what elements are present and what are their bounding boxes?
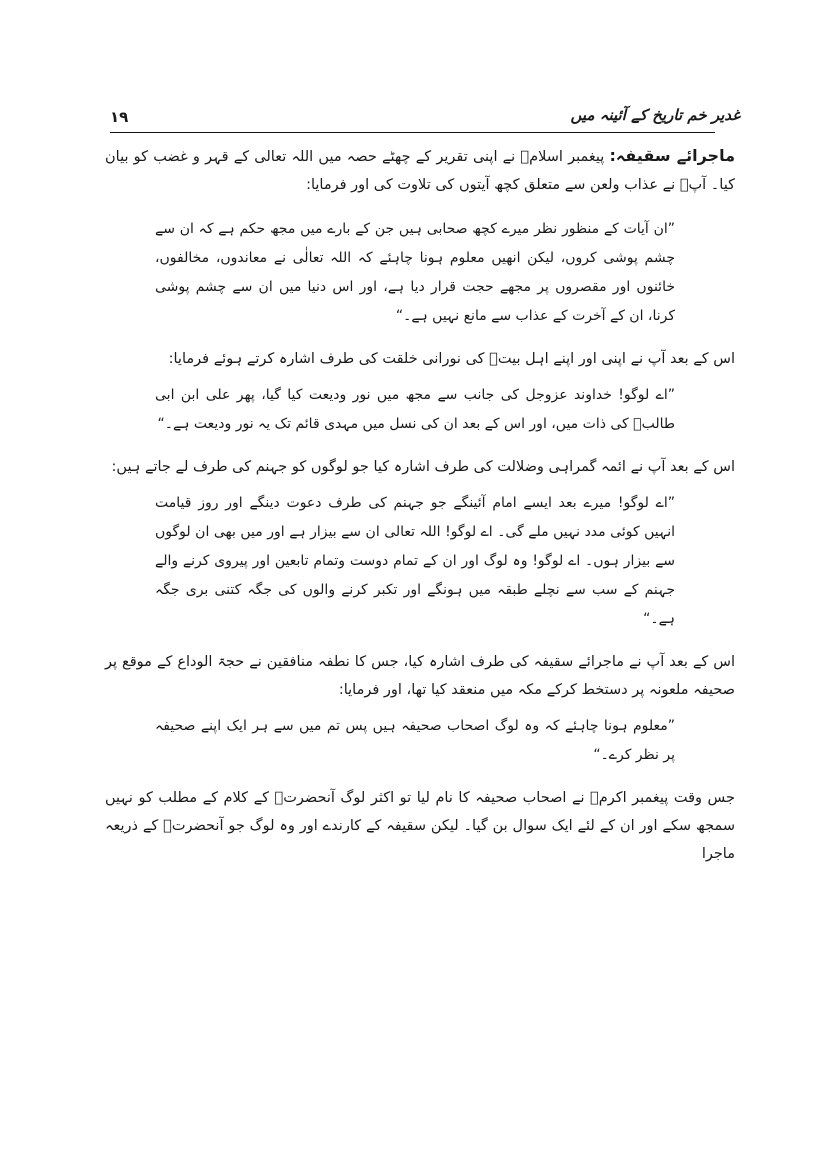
paragraph: اس کے بعد آپ نے ائمہ گمراہی وضلالت کی طرف اشارہ کیا جو لوگوں کو جہنم کی طرف لے جاتے ہیں:	[111, 459, 735, 475]
quote-block: ”معلوم ہونا چاہئے کہ وہ لوگ اصحاب صحیفہ ہیں پس تم میں سے ہر ایک اپنے صحیفہ پر نظر کرے۔“	[155, 718, 675, 763]
page-number: ۱۹	[110, 108, 129, 126]
quote-block: ”اے لوگو! خداوند عزوجل کی جانب سے مجھ میں نور ودیعت کیا گیا، پھر علی ابن ابی طالبؑ کی ذات میں، اور اس کے بعد ان کی نسل میں مہدی قائم تک یہ نور ودیعت ہے۔“	[155, 387, 675, 432]
page-header	[100, 106, 740, 132]
quote-block: ”اے لوگو! میرے بعد ایسے امام آئینگے جو جہنم کی طرف دعوت دینگے اور روز قیامت انہیں کوئی مدد نہیں ملے گی۔ اے لوگو! اللہ تعالی ان سے بیزار ہے اور میں بھی ان لوگوں سے بیزار ہوں۔ اے لوگو! وہ لوگ اور ان کے تمام دوست وتمام تابعین اور پیروی کرنے والے جہنم کے سب سے نچلے طبقہ میں ہونگے اور تکبر کرنے والوں کی جگہ کتنی بری جگہ ہے۔“	[155, 495, 675, 627]
paragraph: اس کے بعد آپ نے ماجرائے سقیفہ کی طرف اشارہ کیا، جس کا نطفہ منافقین نے حجۃ الوداع کے موقع پر صحیفہ ملعونہ پر دستخط کرکے مکہ میں منعقد کیا تھا، اور فرمایا:	[105, 654, 735, 698]
page-body	[105, 142, 735, 868]
section-heading: ماجرائے سقیفہ:	[609, 146, 735, 165]
paragraph-text: پیغمبر اسلامؐ نے اپنی تقریر کے چھٹے حصہ میں اللہ تعالی کے قہر و غضب کو بیان کیا۔ آپؐ نے عذاب ولعن سے متعلق کچھ آیتوں کی تلاوت کی اور فرمایا:	[105, 149, 735, 193]
paragraph: اس کے بعد آپ نے اپنی اور اپنے اہل بیتؑ کی نورانی خلقت کی طرف اشارہ کرتے ہوئے فرمایا:	[168, 351, 735, 367]
paragraph-saqifa-intro	[105, 142, 735, 199]
paragraph: جس وقت پیغمبر اکرمؐ نے اصحاب صحیفہ کا نام لیا تو اکثر لوگ آنحضرتؐ کے کلام کے مطلب کو نہیں سمجھ سکے اور ان کے لئے ایک سوال بن گیا۔ لیکن سقیفہ کے کارندے اور وہ لوگ جو آنحضرتؐ کے ذریعہ ماجرا	[105, 790, 735, 862]
running-title: غدیر خم تاریخ کے آئینہ میں	[570, 106, 740, 124]
quote-block: ”ان آیات کے منظور نظر میرے کچھ صحابی ہیں جن کے بارے میں مجھ حکم ہے کہ ان سے چشم پوشی کروں، لیکن انھیں معلوم ہونا چاہئے کہ اللہ تعالٰی نے معاندوں، مخالفوں، خائنوں اور مقصروں پر مجھے حجت قرار دیا ہے، اور اس دنیا میں ان سے چشم پوشی کرنا، ان کے آخرت کے عذاب سے مانع نہیں ہے۔“	[155, 221, 675, 324]
header-divider	[110, 132, 715, 133]
